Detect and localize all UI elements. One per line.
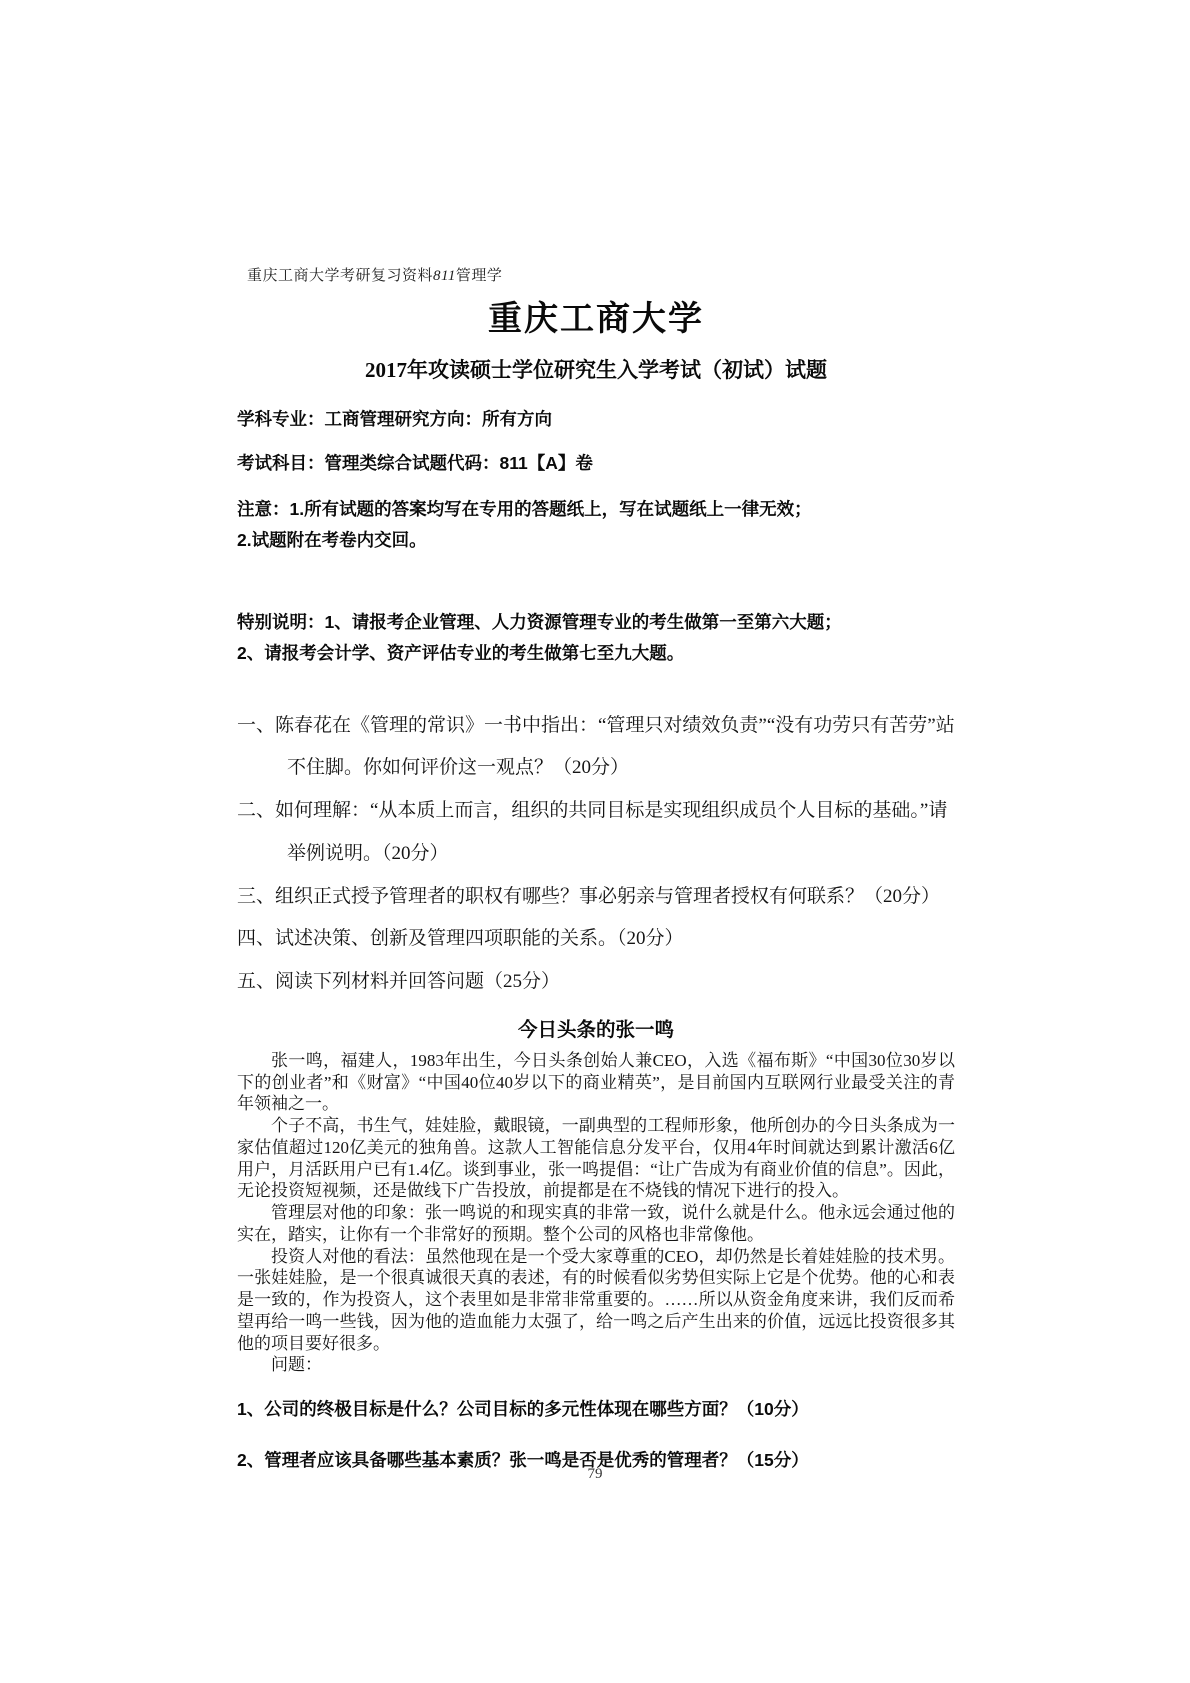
page-number: 79 (587, 1466, 603, 1482)
major-line: 学科专业：工商管理研究方向：所有方向 (237, 409, 552, 429)
case-paragraph-1: 张一鸣，福建人，1983年出生，今日头条创始人兼CEO，入选《福布斯》“中国30位30岁以下的创业者”和《财富》“中国40位40岁以下的商业精英”，是目前国内互联网行业最受关注的青年领袖之一。 (237, 1050, 955, 1114)
question-list (237, 705, 955, 1004)
exam-subtitle: 2017年攻读硕士学位研究生入学考试（初试）试题 (365, 358, 827, 382)
question-4: 四、试述决策、创新及管理四项职能的关系。（20分） (237, 928, 684, 950)
special-note-block (237, 607, 955, 668)
exam-content (237, 264, 955, 1498)
header-note-prefix: 重庆工商大学考研复习资料 (247, 268, 434, 284)
notice-line-1: 注意：1.所有试题的答案均写在专用的答题纸上，写在试题纸上一律无效； (237, 499, 812, 519)
special-note-line-2: 2、请报考会计学、资产评估专业的考生做第七至九大题。 (237, 642, 685, 663)
sub-question-1: 1、公司的终极目标是什么？公司目标的多元性体现在哪些方面？（10分） (237, 1399, 809, 1419)
case-paragraph-3: 管理层对他的印象：张一鸣说的和现实真的非常一致，说什么就是什么。他永远会通过他的实在，踏实，让你有一个非常好的预期。整个公司的风格也非常像他。 (237, 1203, 955, 1244)
sub-question-2: 2、管理者应该具备哪些基本素质？张一鸣是否是优秀的管理者？（15分） (237, 1450, 809, 1470)
question-2: 二、如何理解：“从本质上而言，组织的共同目标是实现组织成员个人目标的基础。”请举例说明。（20分） (237, 800, 948, 864)
university-title: 重庆工商大学 (488, 300, 704, 338)
header-note-code: 811 (433, 268, 456, 284)
case-sub-questions (237, 1396, 955, 1472)
special-note-line-1: 特别说明：1、请报考企业管理、人力资源管理专业的考生做第一至第六大题； (237, 612, 842, 633)
case-study-body (237, 1050, 955, 1376)
notice-block (237, 494, 955, 555)
header-note-suffix: 管理学 (455, 268, 503, 284)
case-study-heading: 今日头条的张一鸣 (517, 1018, 674, 1041)
subject-line: 考试科目：管理类综合试题代码：811【A】卷 (237, 453, 593, 473)
case-paragraph-4: 投资人对他的看法：虽然他现在是一个受大家尊重的CEO，却仍然是长着娃娃脸的技术男。一张娃娃脸，是一个很真诚很天真的表述，有的时候看似劣势但实际上它是个优势。他的心和表是一致的，作为投资人，这个表里如是非常非常重要的。……所以从资金角度来讲，我们反而希望再给一鸣一些钱，因为他的造血能力太强了，给一鸣之后产生出来的价值，远远比投资很多其他的项目要好很多。 (237, 1246, 955, 1353)
case-paragraph-2: 个子不高，书生气，娃娃脸，戴眼镜，一副典型的工程师形象，他所创办的今日头条成为一家估值超过120亿美元的独角兽。这款人工智能信息分发平台，仅用4年时间就达到累计激活6亿用户，月活跃用户已有1.4亿。谈到事业，张一鸣提倡：“让广告成为有商业价值的信息”。因此，无论投资短视频，还是做线下广告投放，前提都是在不烧钱的情况下进行的投入。 (237, 1116, 955, 1201)
notice-line-2: 2.试题附在考卷内交回。 (237, 529, 427, 550)
question-5: 五、阅读下列材料并回答问题（25分） (237, 971, 561, 992)
case-questions-label: 问题： (271, 1355, 322, 1375)
header-note (247, 264, 955, 285)
question-3: 三、组织正式授予管理者的职权有哪些？事必躬亲与管理者授权有何联系？（20分） (237, 885, 941, 907)
question-1: 一、陈春花在《管理的常识》一书中指出：“管理只对绩效负责”“没有功劳只有苦劳”站不住脚。你如何评价这一观点？（20分） (237, 714, 955, 779)
